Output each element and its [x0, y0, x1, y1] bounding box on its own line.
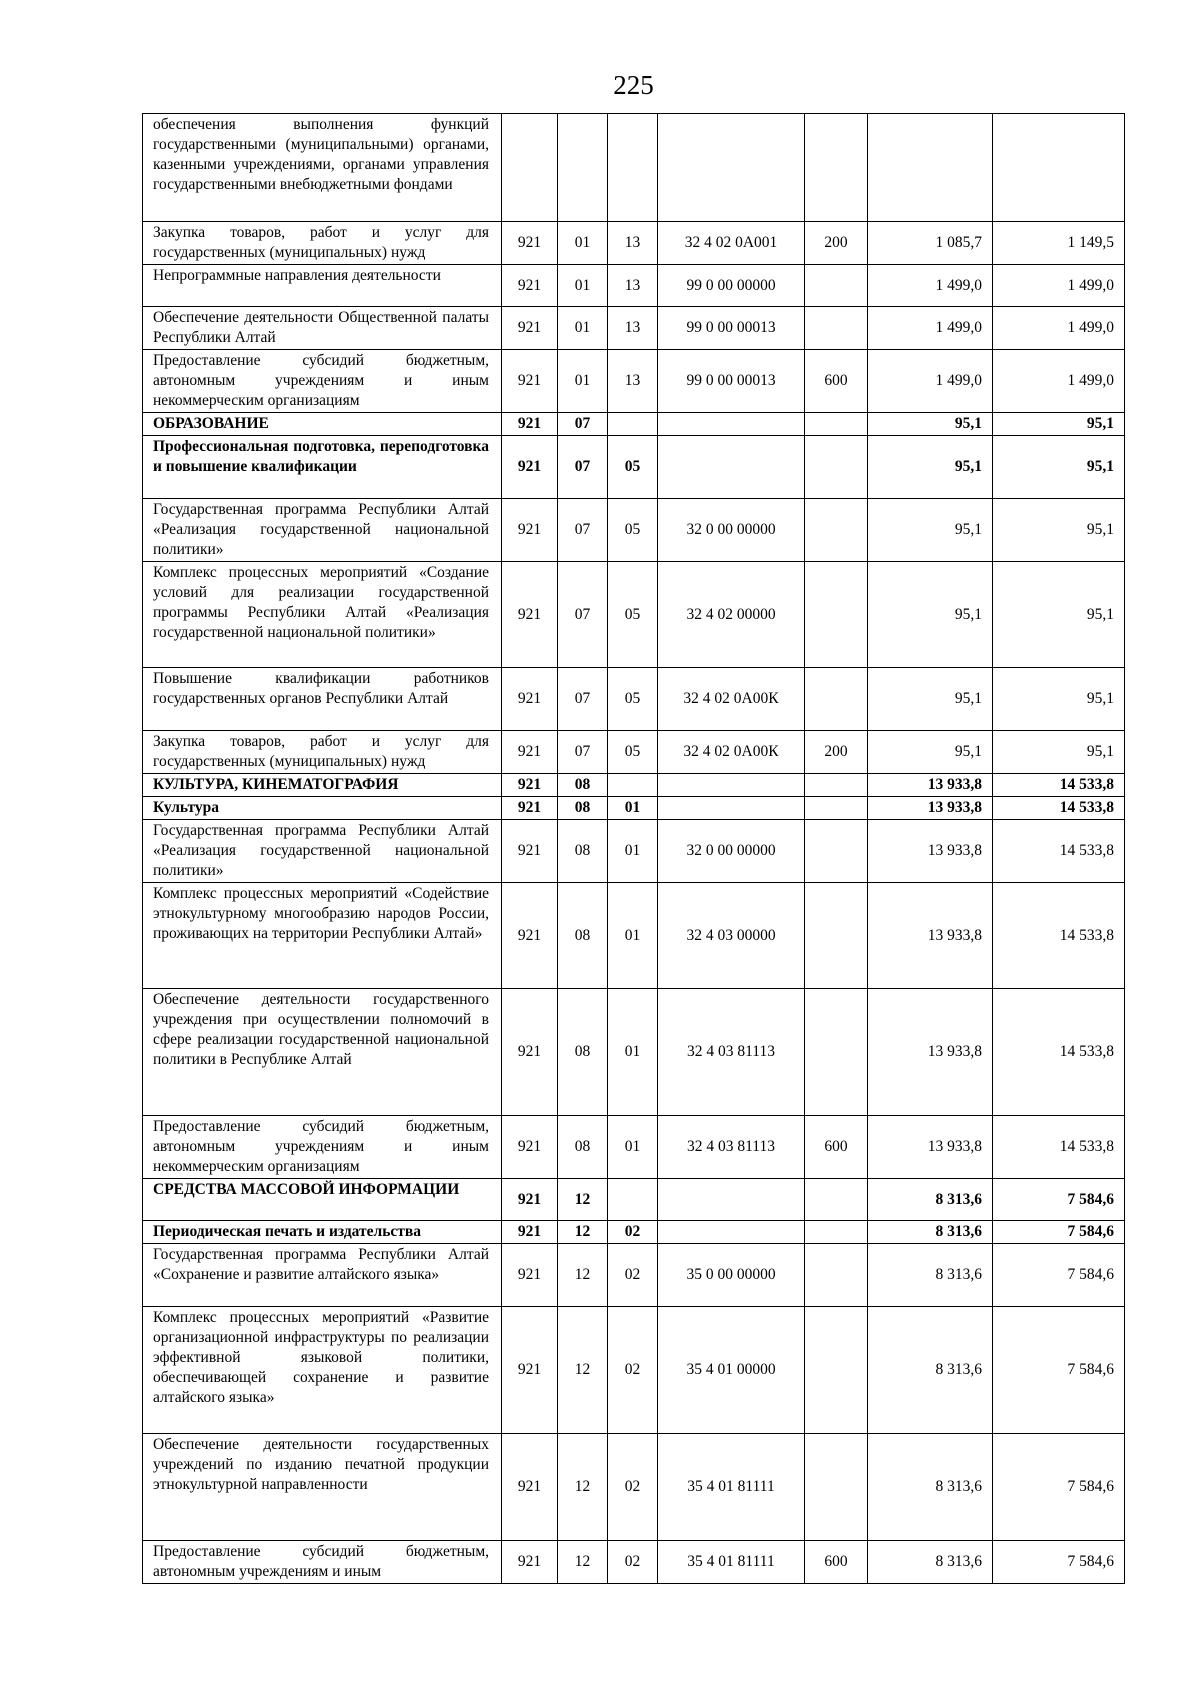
grbs-cell: 921 — [502, 307, 558, 350]
section-cell: 01 — [558, 265, 608, 307]
section-cell: 01 — [558, 350, 608, 413]
table-row — [143, 1116, 1125, 1179]
expense-type-cell — [805, 1434, 868, 1541]
section-cell: 07 — [558, 562, 608, 668]
amount-year2-cell: 95,1 — [993, 562, 1125, 668]
subsection-cell — [608, 114, 658, 222]
section-cell: 01 — [558, 307, 608, 350]
amount-year2-cell: 95,1 — [993, 413, 1125, 436]
target-article-cell: 32 4 03 81113 — [658, 1116, 805, 1179]
target-article-cell — [658, 114, 805, 222]
expense-type-cell — [805, 774, 868, 797]
expense-name-cell: Комплекс процессных мероприятий «Содействие этнокультурному многообразию народов России, проживающих на территории Республики Алтай» — [143, 883, 502, 989]
amount-year2-cell — [993, 114, 1125, 222]
table-row — [143, 820, 1125, 883]
target-article-cell — [658, 1221, 805, 1244]
section-cell: 07 — [558, 731, 608, 774]
subsection-cell: 13 — [608, 350, 658, 413]
expense-type-cell: 200 — [805, 222, 868, 265]
table-body — [143, 114, 1125, 1584]
grbs-cell: 921 — [502, 499, 558, 562]
expense-type-cell — [805, 797, 868, 820]
subsection-cell: 01 — [608, 797, 658, 820]
expense-type-cell: 600 — [805, 1116, 868, 1179]
amount-year2-cell: 14 533,8 — [993, 883, 1125, 989]
page-number: 225 — [613, 70, 654, 100]
expense-name-cell: Государственная программа Республики Алтай «Реализация государственной национальной политики» — [143, 820, 502, 883]
section-cell — [558, 114, 608, 222]
amount-year1-cell: 13 933,8 — [868, 989, 993, 1116]
grbs-cell: 921 — [502, 222, 558, 265]
target-article-cell: 32 4 03 81113 — [658, 989, 805, 1116]
table-row — [143, 797, 1125, 820]
expense-name-cell: Предоставление субсидий бюджетным, автономным учреждениям и иным некоммерческим организациям — [143, 1116, 502, 1179]
budget-table — [142, 113, 1125, 1584]
target-article-cell: 32 4 02 0А00К — [658, 731, 805, 774]
amount-year2-cell: 7 584,6 — [993, 1221, 1125, 1244]
amount-year1-cell: 8 313,6 — [868, 1541, 993, 1584]
subsection-cell: 05 — [608, 436, 658, 499]
amount-year1-cell: 13 933,8 — [868, 1116, 993, 1179]
subsection-cell: 05 — [608, 562, 658, 668]
expense-name-cell: Обеспечение деятельности государственного учреждения при осуществлении полномочий в сфере реализации государственной национальной политики в Республике Алтай — [143, 989, 502, 1116]
grbs-cell: 921 — [502, 797, 558, 820]
grbs-cell: 921 — [502, 350, 558, 413]
amount-year1-cell: 8 313,6 — [868, 1307, 993, 1434]
section-cell: 01 — [558, 222, 608, 265]
expense-type-cell — [805, 114, 868, 222]
amount-year2-cell: 1 149,5 — [993, 222, 1125, 265]
grbs-cell: 921 — [502, 820, 558, 883]
expense-name-cell: Комплекс процессных мероприятий «Создание условий для реализации государственной программы Республики Алтай «Реализация государственной национальной политики» — [143, 562, 502, 668]
table-row — [143, 222, 1125, 265]
amount-year2-cell: 14 533,8 — [993, 797, 1125, 820]
expense-type-cell — [805, 307, 868, 350]
subsection-cell: 01 — [608, 989, 658, 1116]
target-article-cell — [658, 436, 805, 499]
expense-name-cell: Закупка товаров, работ и услуг для государственных (муниципальных) нужд — [143, 222, 502, 265]
subsection-cell: 01 — [608, 1116, 658, 1179]
section-cell: 07 — [558, 668, 608, 731]
target-article-cell: 35 4 01 81111 — [658, 1434, 805, 1541]
expense-type-cell — [805, 499, 868, 562]
target-article-cell — [658, 413, 805, 436]
subsection-cell: 05 — [608, 731, 658, 774]
table-row — [143, 1307, 1125, 1434]
subsection-cell: 02 — [608, 1307, 658, 1434]
amount-year2-cell: 7 584,6 — [993, 1307, 1125, 1434]
expense-name-cell: Государственная программа Республики Алтай «Сохранение и развитие алтайского языка» — [143, 1244, 502, 1307]
subsection-cell: 13 — [608, 307, 658, 350]
section-cell: 08 — [558, 989, 608, 1116]
target-article-cell: 32 4 02 00000 — [658, 562, 805, 668]
subsection-cell — [608, 774, 658, 797]
section-cell: 08 — [558, 820, 608, 883]
target-article-cell: 99 0 00 00000 — [658, 265, 805, 307]
amount-year1-cell: 1 499,0 — [868, 350, 993, 413]
section-cell: 12 — [558, 1434, 608, 1541]
amount-year1-cell: 13 933,8 — [868, 774, 993, 797]
expense-name-cell: Закупка товаров, работ и услуг для государственных (муниципальных) нужд — [143, 731, 502, 774]
expense-name-cell: Повышение квалификации работников государственных органов Республики Алтай — [143, 668, 502, 731]
expense-name-cell: Непрограммные направления деятельности — [143, 265, 502, 307]
table-row — [143, 1221, 1125, 1244]
target-article-cell: 32 4 02 0А00К — [658, 668, 805, 731]
section-cell: 12 — [558, 1244, 608, 1307]
target-article-cell: 32 0 00 00000 — [658, 820, 805, 883]
amount-year2-cell: 14 533,8 — [993, 989, 1125, 1116]
expense-type-cell: 600 — [805, 1541, 868, 1584]
subsection-cell: 02 — [608, 1244, 658, 1307]
target-article-cell — [658, 797, 805, 820]
amount-year1-cell: 13 933,8 — [868, 820, 993, 883]
amount-year2-cell: 7 584,6 — [993, 1244, 1125, 1307]
grbs-cell: 921 — [502, 562, 558, 668]
amount-year2-cell: 1 499,0 — [993, 307, 1125, 350]
section-cell: 08 — [558, 797, 608, 820]
grbs-cell: 921 — [502, 883, 558, 989]
table-row — [143, 1434, 1125, 1541]
expense-type-cell — [805, 265, 868, 307]
subsection-cell: 13 — [608, 265, 658, 307]
grbs-cell: 921 — [502, 1541, 558, 1584]
amount-year1-cell: 1 085,7 — [868, 222, 993, 265]
grbs-cell — [502, 114, 558, 222]
amount-year1-cell: 8 313,6 — [868, 1434, 993, 1541]
table-row — [143, 307, 1125, 350]
table-row — [143, 1179, 1125, 1221]
table-row — [143, 989, 1125, 1116]
subsection-cell: 02 — [608, 1221, 658, 1244]
section-cell: 08 — [558, 1116, 608, 1179]
grbs-cell: 921 — [502, 413, 558, 436]
target-article-cell: 35 0 00 00000 — [658, 1244, 805, 1307]
expense-name-cell: Профессиональная подготовка, переподготовка и повышение квалификации — [143, 436, 502, 499]
amount-year2-cell: 95,1 — [993, 668, 1125, 731]
table-row — [143, 883, 1125, 989]
grbs-cell: 921 — [502, 265, 558, 307]
target-article-cell: 32 4 03 00000 — [658, 883, 805, 989]
amount-year1-cell: 95,1 — [868, 436, 993, 499]
grbs-cell: 921 — [502, 731, 558, 774]
expense-name-cell: Государственная программа Республики Алтай «Реализация государственной национальной политики» — [143, 499, 502, 562]
section-cell: 12 — [558, 1221, 608, 1244]
expense-name-cell: обеспечения выполнения функций государственными (муниципальными) органами, казенными учреждениями, органами управления государственными внебюджетными фондами — [143, 114, 502, 222]
expense-name-cell: Комплекс процессных мероприятий «Развитие организационной инфраструктуры по реализации эффективной языковой политики, обеспечивающей сохранение и развитие алтайского языка» — [143, 1307, 502, 1434]
subsection-cell: 01 — [608, 883, 658, 989]
target-article-cell: 32 0 00 00000 — [658, 499, 805, 562]
amount-year1-cell: 8 313,6 — [868, 1244, 993, 1307]
grbs-cell: 921 — [502, 1179, 558, 1221]
expense-name-cell: Предоставление субсидий бюджетным, автономным учреждениям и иным некоммерческим организациям — [143, 350, 502, 413]
target-article-cell: 99 0 00 00013 — [658, 307, 805, 350]
table-row — [143, 436, 1125, 499]
expense-type-cell — [805, 989, 868, 1116]
table-row — [143, 731, 1125, 774]
amount-year1-cell: 1 499,0 — [868, 265, 993, 307]
target-article-cell: 35 4 01 81111 — [658, 1541, 805, 1584]
expense-name-cell: Культура — [143, 797, 502, 820]
amount-year1-cell — [868, 114, 993, 222]
subsection-cell: 13 — [608, 222, 658, 265]
amount-year2-cell: 7 584,6 — [993, 1434, 1125, 1541]
grbs-cell: 921 — [502, 1307, 558, 1434]
table-row — [143, 350, 1125, 413]
target-article-cell — [658, 1179, 805, 1221]
expense-name-cell: Предоставление субсидий бюджетным, автономным учреждениям и иным — [143, 1541, 502, 1584]
expense-type-cell — [805, 562, 868, 668]
expense-name-cell: КУЛЬТУРА, КИНЕМАТОГРАФИЯ — [143, 774, 502, 797]
expense-type-cell: 600 — [805, 350, 868, 413]
table-row — [143, 774, 1125, 797]
table-row — [143, 668, 1125, 731]
grbs-cell: 921 — [502, 1221, 558, 1244]
section-cell: 08 — [558, 883, 608, 989]
amount-year2-cell: 14 533,8 — [993, 1116, 1125, 1179]
subsection-cell: 01 — [608, 820, 658, 883]
amount-year1-cell: 95,1 — [868, 413, 993, 436]
amount-year2-cell: 7 584,6 — [993, 1179, 1125, 1221]
expense-type-cell — [805, 1244, 868, 1307]
amount-year2-cell: 1 499,0 — [993, 350, 1125, 413]
amount-year1-cell: 13 933,8 — [868, 797, 993, 820]
table-row — [143, 1541, 1125, 1584]
amount-year2-cell: 95,1 — [993, 436, 1125, 499]
target-article-cell: 99 0 00 00013 — [658, 350, 805, 413]
amount-year2-cell: 95,1 — [993, 731, 1125, 774]
grbs-cell: 921 — [502, 774, 558, 797]
expense-type-cell — [805, 413, 868, 436]
table-row — [143, 265, 1125, 307]
target-article-cell: 32 4 02 0А001 — [658, 222, 805, 265]
grbs-cell: 921 — [502, 1244, 558, 1307]
expense-type-cell — [805, 668, 868, 731]
grbs-cell: 921 — [502, 436, 558, 499]
table-row — [143, 114, 1125, 222]
grbs-cell: 921 — [502, 1434, 558, 1541]
amount-year1-cell: 13 933,8 — [868, 883, 993, 989]
amount-year1-cell: 8 313,6 — [868, 1179, 993, 1221]
expense-type-cell — [805, 1307, 868, 1434]
expense-type-cell — [805, 1179, 868, 1221]
expense-name-cell: ОБРАЗОВАНИЕ — [143, 413, 502, 436]
target-article-cell: 35 4 01 00000 — [658, 1307, 805, 1434]
amount-year1-cell: 95,1 — [868, 668, 993, 731]
amount-year2-cell: 14 533,8 — [993, 774, 1125, 797]
amount-year1-cell: 95,1 — [868, 731, 993, 774]
amount-year1-cell: 8 313,6 — [868, 1221, 993, 1244]
subsection-cell: 05 — [608, 668, 658, 731]
target-article-cell — [658, 774, 805, 797]
grbs-cell: 921 — [502, 1116, 558, 1179]
section-cell: 07 — [558, 499, 608, 562]
section-cell: 12 — [558, 1179, 608, 1221]
table-row — [143, 1244, 1125, 1307]
amount-year2-cell: 95,1 — [993, 499, 1125, 562]
subsection-cell: 05 — [608, 499, 658, 562]
expense-type-cell — [805, 883, 868, 989]
section-cell: 07 — [558, 436, 608, 499]
section-cell: 07 — [558, 413, 608, 436]
expense-name-cell: Периодическая печать и издательства — [143, 1221, 502, 1244]
subsection-cell — [608, 413, 658, 436]
subsection-cell: 02 — [608, 1541, 658, 1584]
section-cell: 12 — [558, 1541, 608, 1584]
section-cell: 12 — [558, 1307, 608, 1434]
amount-year1-cell: 95,1 — [868, 562, 993, 668]
expense-name-cell: СРЕДСТВА МАССОВОЙ ИНФОРМАЦИИ — [143, 1179, 502, 1221]
grbs-cell: 921 — [502, 989, 558, 1116]
expense-type-cell — [805, 820, 868, 883]
expense-name-cell: Обеспечение деятельности государственных учреждений по изданию печатной продукции этнокультурной направленности — [143, 1434, 502, 1541]
expense-type-cell — [805, 436, 868, 499]
table-row — [143, 413, 1125, 436]
amount-year2-cell: 14 533,8 — [993, 820, 1125, 883]
grbs-cell: 921 — [502, 668, 558, 731]
subsection-cell: 02 — [608, 1434, 658, 1541]
expense-name-cell: Обеспечение деятельности Общественной палаты Республики Алтай — [143, 307, 502, 350]
expense-type-cell — [805, 1221, 868, 1244]
subsection-cell — [608, 1179, 658, 1221]
amount-year2-cell: 7 584,6 — [993, 1541, 1125, 1584]
amount-year1-cell: 95,1 — [868, 499, 993, 562]
amount-year2-cell: 1 499,0 — [993, 265, 1125, 307]
expense-type-cell: 200 — [805, 731, 868, 774]
table-row — [143, 499, 1125, 562]
amount-year1-cell: 1 499,0 — [868, 307, 993, 350]
section-cell: 08 — [558, 774, 608, 797]
table-row — [143, 562, 1125, 668]
